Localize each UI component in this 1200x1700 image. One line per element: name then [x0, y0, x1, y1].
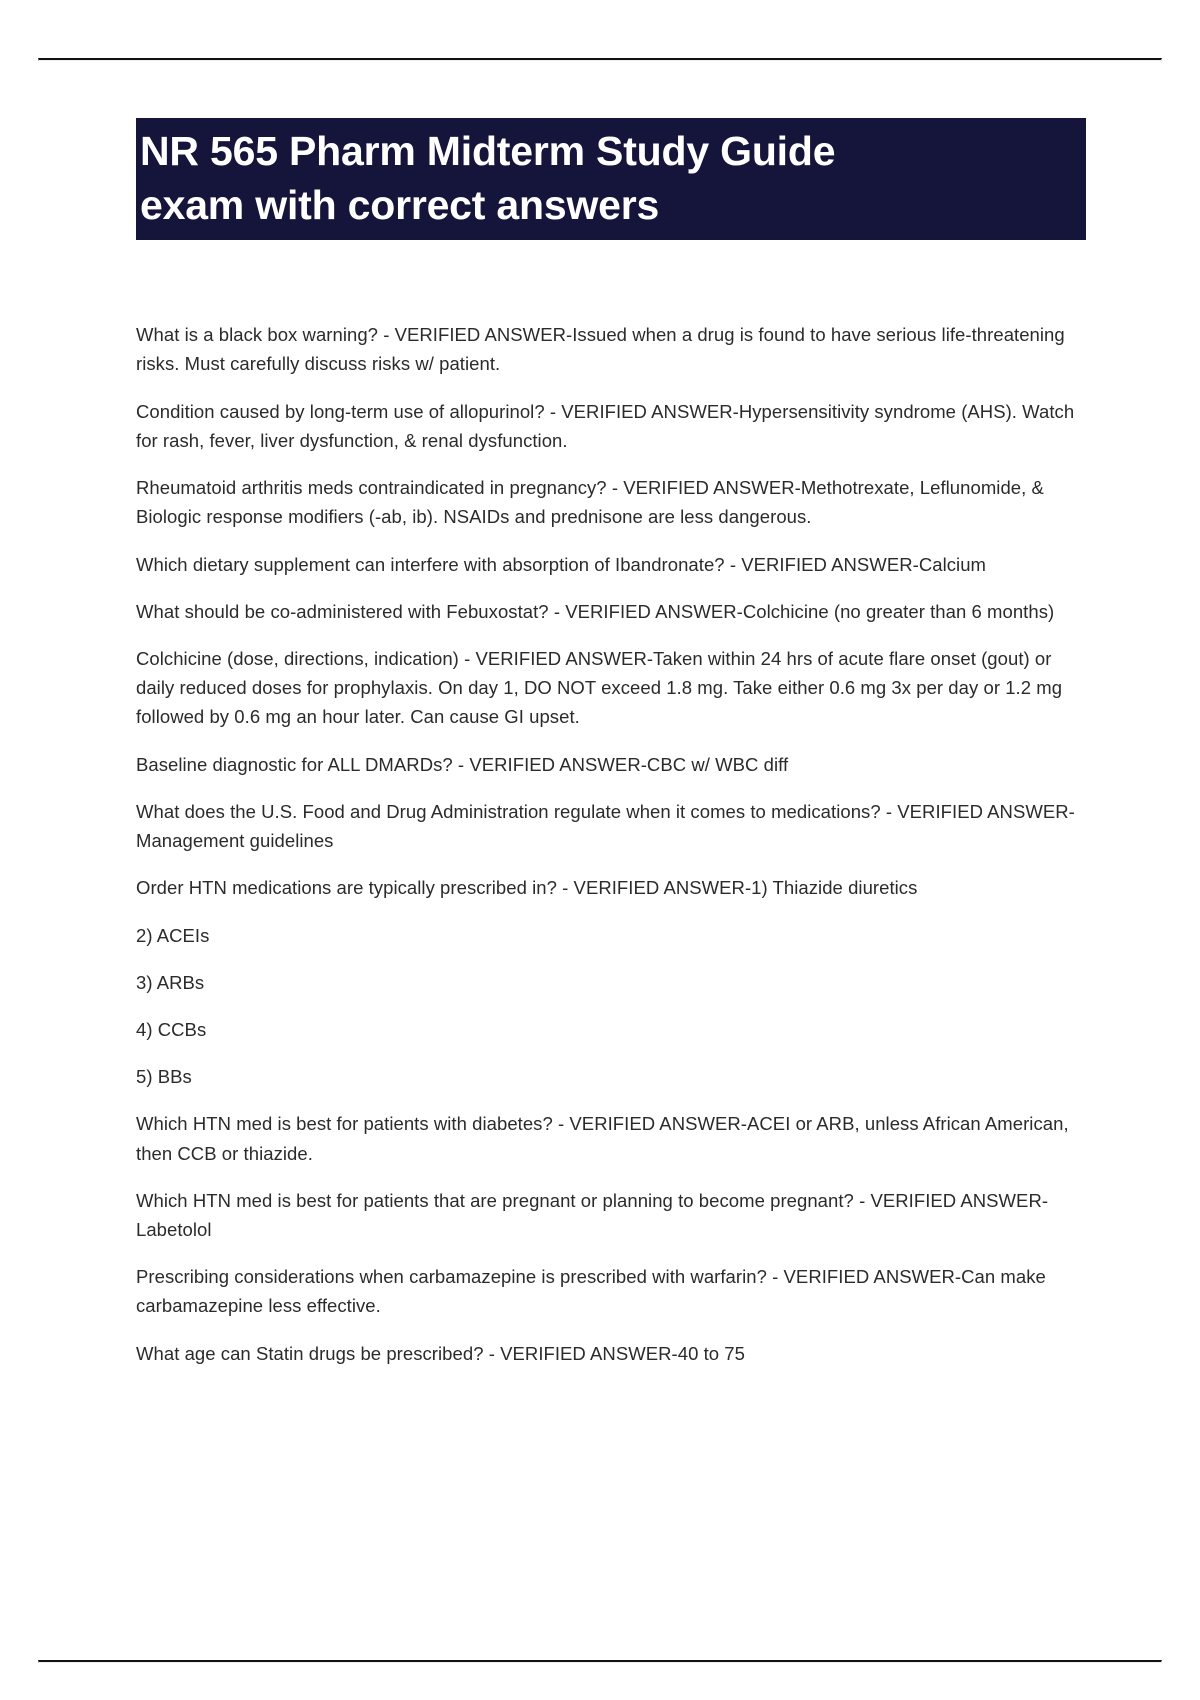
- qa-paragraph: Colchicine (dose, directions, indication) - VERIFIED ANSWER-Taken within 24 hrs of acute flare onset (gout) or daily reduced doses for prophylaxis. On day 1, DO NOT exceed 1.8 mg. Take either 0.6 mg 3x per day or 1.2 mg followed by 0.6 mg an hour later. Can cause GI upset.: [136, 647, 1063, 728]
- top-divider: [38, 58, 1162, 61]
- qa-paragraph: What does the U.S. Food and Drug Administration regulate when it comes to medications? - VERIFIED ANSWER-Management guidelines: [136, 800, 1075, 852]
- qa-paragraph: Rheumatoid arthritis meds contraindicated in pregnancy? - VERIFIED ANSWER-Methotrexate, Leflunomide, & Biologic response modifiers (-ab, ib). NSAIDs and prednisone are less dangerous.: [136, 477, 1044, 528]
- page-title: [136, 118, 1086, 240]
- list-item: 5) BBs: [136, 1066, 192, 1088]
- qa-paragraph: Baseline diagnostic for ALL DMARDs? - VERIFIED ANSWER-CBC w/ WBC diff: [136, 753, 789, 775]
- bottom-divider: [38, 1660, 1162, 1663]
- qa-paragraph: What should be co-administered with Febuxostat? - VERIFIED ANSWER-Colchicine (no greater than 6 months): [136, 600, 1055, 622]
- page-title-line-2: exam with correct answers: [140, 182, 660, 229]
- list-item: 2) ACEIs: [136, 924, 210, 946]
- list-item: 3) ARBs: [136, 971, 205, 993]
- list-item: 4) CCBs: [136, 1018, 207, 1040]
- document-content: [136, 118, 1086, 1386]
- qa-paragraph: Prescribing considerations when carbamazepine is prescribed with warfarin? - VERIFIED ANSWER-Can make carbamazepine less effective.: [136, 1266, 1046, 1317]
- qa-paragraph: Which dietary supplement can interfere with absorption of Ibandronate? - VERIFIED ANSWER-Calcium: [136, 553, 986, 575]
- qa-paragraph: What is a black box warning? - VERIFIED ANSWER-Issued when a drug is found to have serious life-threatening risks. Must carefully discuss risks w/ patient.: [136, 324, 1065, 375]
- qa-paragraph: What age can Statin drugs be prescribed? - VERIFIED ANSWER-40 to 75: [136, 1342, 745, 1364]
- qa-paragraph: Condition caused by long-term use of allopurinol? - VERIFIED ANSWER-Hypersensitivity syndrome (AHS). Watch for rash, fever, liver dysfunction, & renal dysfunction.: [136, 400, 1075, 451]
- study-guide-body: [136, 320, 1086, 1368]
- qa-paragraph: Order HTN medications are typically prescribed in? - VERIFIED ANSWER-1) Thiazide diuretics: [136, 877, 918, 899]
- qa-paragraph: Which HTN med is best for patients that are pregnant or planning to become pregnant? - VERIFIED ANSWER-Labetolol: [136, 1189, 1049, 1241]
- qa-paragraph: Which HTN med is best for patients with diabetes? - VERIFIED ANSWER-ACEI or ARB, unless African American, then CCB or thiazide.: [136, 1113, 1069, 1164]
- page-title-line-1: NR 565 Pharm Midterm Study Guide: [140, 128, 836, 174]
